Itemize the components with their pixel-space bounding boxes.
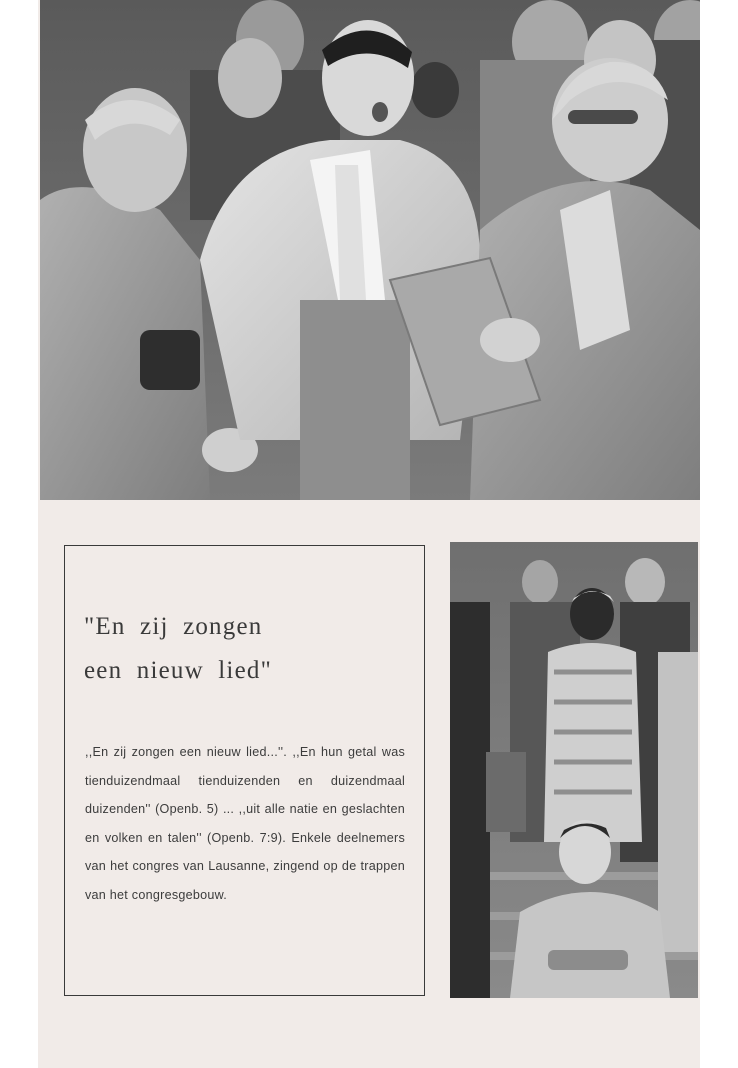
article-body: ,,En zij zongen een nieuw lied...''. ,,En hun getal was tienduizendmaal tienduizenden en duizendmaal duizenden'' (Openb. 5) ... ,,uit alle natie en geslachten en volken en talen'' (Openb. 7:9). Enkele deelnemers van het congres van Lausanne, zingend op de trappen van het congresgebouw.: [85, 745, 405, 902]
photo-singing-men-image: [40, 0, 700, 500]
photo-steps-group-image: [450, 542, 698, 998]
article-title: [84, 605, 272, 693]
article-title-line: een nieuw lied": [84, 657, 272, 684]
photo-singing-men: [40, 0, 700, 500]
caption-box: [64, 545, 425, 996]
article-title-line: "En zij zongen: [84, 613, 263, 640]
photo-steps-group: [450, 542, 698, 998]
